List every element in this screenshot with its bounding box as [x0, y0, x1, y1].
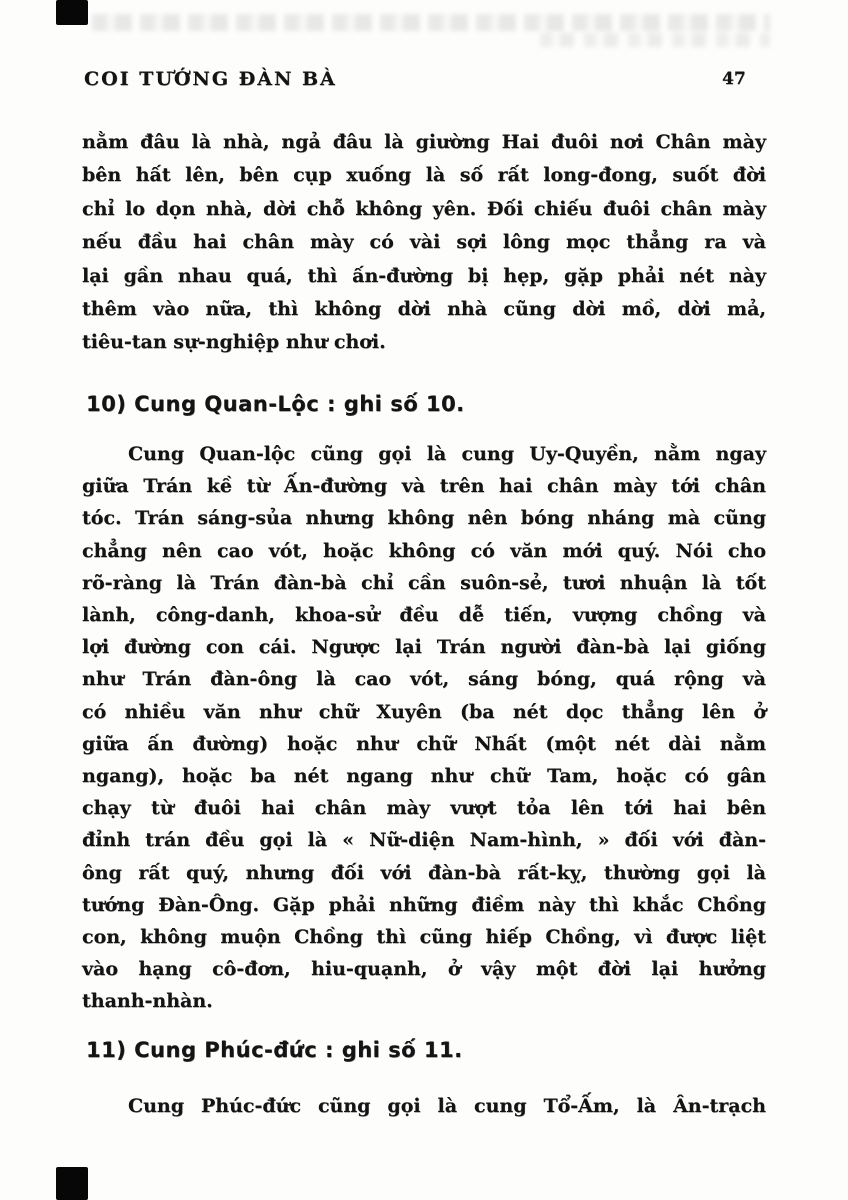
text-line: tiêu-tan sự-nghiệp như chơi. [82, 331, 386, 354]
text-line: Cung Quan-lộc cũng gọi là cung Uy-Quyền, nằm ngay [128, 443, 766, 465]
text-line: lành, công-danh, khoa-sử đều dễ tiến, vượng chồng và [82, 604, 766, 627]
section-heading-cung-quan-loc: 10) Cung Quan-Lộc : ghi số 10. [86, 392, 465, 416]
scan-corner-mark-bottom [56, 1167, 88, 1200]
text-line: thêm vào nữa, thì không dời nhà cũng dời mồ, dời mả, [82, 298, 766, 321]
text-line: nếu đầu hai chân mày có vài sợi lông mọc thẳng ra và [82, 231, 766, 254]
text-line: có nhiều văn như chữ Xuyên (ba nét dọc thẳng lên ở [82, 700, 766, 723]
paragraph-continued [82, 126, 766, 360]
ink-bleedthrough-band-right [540, 33, 770, 47]
section-heading-cung-phuc-duc: 11) Cung Phúc-đức : ghi số 11. [86, 1038, 463, 1062]
text-line: chẳng nên cao vót, hoặc không có văn mới quý. Nói cho [82, 539, 766, 562]
text-line: vào hạng cô-đơn, hiu-quạnh, ở vậy một đời lại hưởng [82, 958, 766, 981]
paragraph-cung-quan-loc [82, 438, 766, 1018]
text-line: bên hất lên, bên cụp xuống là số rất long-đong, suốt đời [82, 164, 766, 187]
text-line: thanh-nhàn. [82, 990, 213, 1013]
scan-corner-mark-top [56, 0, 88, 25]
text-line: tóc. Trán sáng-sủa nhưng không nên bóng nháng mà cũng [82, 507, 766, 530]
text-line: tướng Đàn-Ông. Gặp phải những điềm này thì khắc Chồng [82, 893, 766, 916]
text-line: nằm đâu là nhà, ngả đâu là giường Hai đuôi nơi Chân mày [82, 131, 766, 153]
text-line: ngang), hoặc ba nét ngang như chữ Tam, hoặc có gân [82, 765, 766, 788]
text-line: chỉ lo dọn nhà, dời chỗ không yên. Đối chiếu đuôi chân mày [82, 197, 766, 220]
text-line: rõ-ràng là Trán đàn-bà chỉ cần suôn-sẻ, tươi nhuận là tốt [82, 571, 766, 594]
text-line: giữa ấn đường) hoặc như chữ Nhất (một nét dài nằm [82, 732, 766, 755]
text-line: chạy từ đuôi hai chân mày vượt tỏa lên tới hai bên [82, 797, 766, 820]
book-title-header: COI TƯỚNG ĐÀN BÀ [84, 68, 337, 90]
text-line: lại gần nhau quá, thì ấn-đường bị hẹp, gặp phải nét này [82, 264, 766, 287]
ink-bleedthrough-band [92, 14, 770, 31]
text-line: Cung Phúc-đức cũng gọi là cung Tổ-Ấm, là Ân-trạch [128, 1095, 766, 1117]
paragraph-cung-phuc-duc [82, 1090, 766, 1122]
text-line: con, không muộn Chồng thì cũng hiếp Chồng, vì được liệt [82, 926, 766, 949]
text-line: giữa Trán kề từ Ấn-đường và trên hai chân mày tới chân [82, 475, 766, 498]
text-line: lợi đường con cái. Ngược lại Trán người đàn-bà lại giống [82, 636, 766, 659]
text-line: đỉnh trán đều gọi là « Nữ-diện Nam-hình, » đối với đàn- [82, 829, 766, 852]
text-line: như Trán đàn-ông là cao vót, sáng bóng, quá rộng và [82, 668, 766, 691]
page-number: 47 [722, 69, 746, 89]
running-header [84, 68, 768, 94]
text-line: ông rất quý, nhưng đối với đàn-bà rất-kỵ, thường gọi là [82, 861, 766, 884]
